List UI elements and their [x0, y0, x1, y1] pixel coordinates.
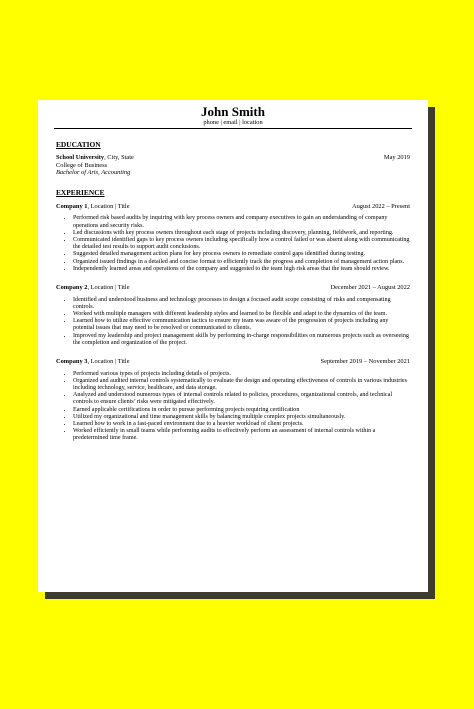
job-entry	[56, 284, 410, 347]
education-date: May 2019	[383, 154, 410, 161]
bullet-item: • Learned how to work in a fast-paced environment due to a heavier workload of client projects.	[73, 421, 410, 428]
job-dates: December 2021 – August 2022	[330, 284, 410, 291]
job-meta: , Location | Title	[87, 358, 130, 366]
bullet-item: • Performed risk based audits by inquiring with key process owners and company executives to gain an understanding of company operations and security risks.	[73, 215, 410, 229]
bullet-item: • Communicated identified gaps to key process owners including specifically how a control failed or was absent along with communicating the detailed test results to support audit conclusions.	[73, 237, 410, 251]
bullet-item: • Worked with multiple managers with different leadership styles and learned to be flexible and adapt to the dynamics of the team.	[73, 311, 410, 318]
job-header	[56, 284, 410, 292]
job-dates: August 2022 – Present	[351, 202, 410, 210]
bullet-item: • Improved my leadership and project management skills by performing in-charge responsibilities on numerous projects such as overseeing the completion and organization of the project.	[73, 333, 410, 347]
job-dates: September 2019 – November 2021	[320, 358, 410, 366]
job-company-line	[56, 358, 130, 366]
job-meta: , Location | Title	[87, 202, 130, 210]
bullet-item: • Organized and audited internal controls systematically to evaluate the design and operating effectiveness of controls in various industries including technology, service, healthcare, and data storage.	[73, 378, 410, 392]
bullet-item: • Identified and understood business and technology processes to design a focused audit scope consisting of risks and compensating controls.	[73, 297, 410, 311]
job-bullets	[56, 371, 410, 443]
school-name: School University	[56, 154, 105, 161]
job-header	[56, 358, 410, 366]
company-name: Company 2	[56, 284, 88, 291]
job-company-line	[56, 203, 130, 211]
degree: Bachelor of Arts, Accounting	[56, 169, 131, 177]
bullet-item: • Analyzed and understood numerous types of internal controls related to policies, procedures, organizational controls, and technical controls to ensure clients’ risks were mitigated effectively.	[73, 392, 410, 406]
company-name: Company 3	[56, 358, 88, 366]
bullet-item: • Learned how to utilize effective communication tactics to ensure my team was aware of the progression of projects including any potential issues that may need to be resolved or communicated to clients.	[73, 318, 410, 332]
education-heading: EDUCATION	[56, 140, 101, 149]
bullet-item: • Independently learned areas and operations of the company and suggested to the team high risk areas that the team should review.	[73, 266, 410, 273]
job-meta: , Location | Title	[87, 284, 130, 291]
contact-line: phone | email | location	[54, 119, 412, 129]
job-bullets	[56, 215, 410, 273]
experience-heading: EXPERIENCE	[56, 187, 105, 197]
bullet-item: • Performed various types of projects including details of projects.	[73, 371, 410, 378]
job-entry	[56, 203, 410, 273]
job-company-line	[56, 284, 130, 292]
bullet-item: • Utilized my organizational and time management skills by balancing multiple complex projects simultaneously.	[73, 414, 410, 421]
candidate-name: John Smith	[201, 104, 265, 119]
job-entry	[56, 358, 410, 443]
job-bullets	[56, 297, 410, 347]
resume-page	[38, 100, 428, 592]
bullet-item: • Earned applicable certifications in order to pursue performing projects requiring certification	[73, 407, 410, 414]
bullet-item: • Organized issued findings in a detailed and concise format to efficiently track the progress and completion of management action plans.	[73, 259, 410, 266]
education-school-row	[56, 154, 410, 162]
bullet-item: • Led discussions with key process owners throughout each stage of projects including discovery, planning, fieldwork, and reporting.	[73, 230, 410, 237]
bullet-item: • Suggested detailed management action plans for key process owners to remediate control gaps identified during testing.	[73, 251, 410, 258]
job-header	[56, 203, 410, 211]
bullet-item: • Worked efficiently in small teams while performing audits to effectively perform an assessment of internal controls within a predetermined time frame.	[73, 428, 410, 442]
school-entry	[56, 154, 134, 162]
school-location: , City, State	[104, 154, 134, 161]
company-name: Company 1	[56, 202, 88, 210]
college-name: College of Business	[56, 161, 108, 169]
